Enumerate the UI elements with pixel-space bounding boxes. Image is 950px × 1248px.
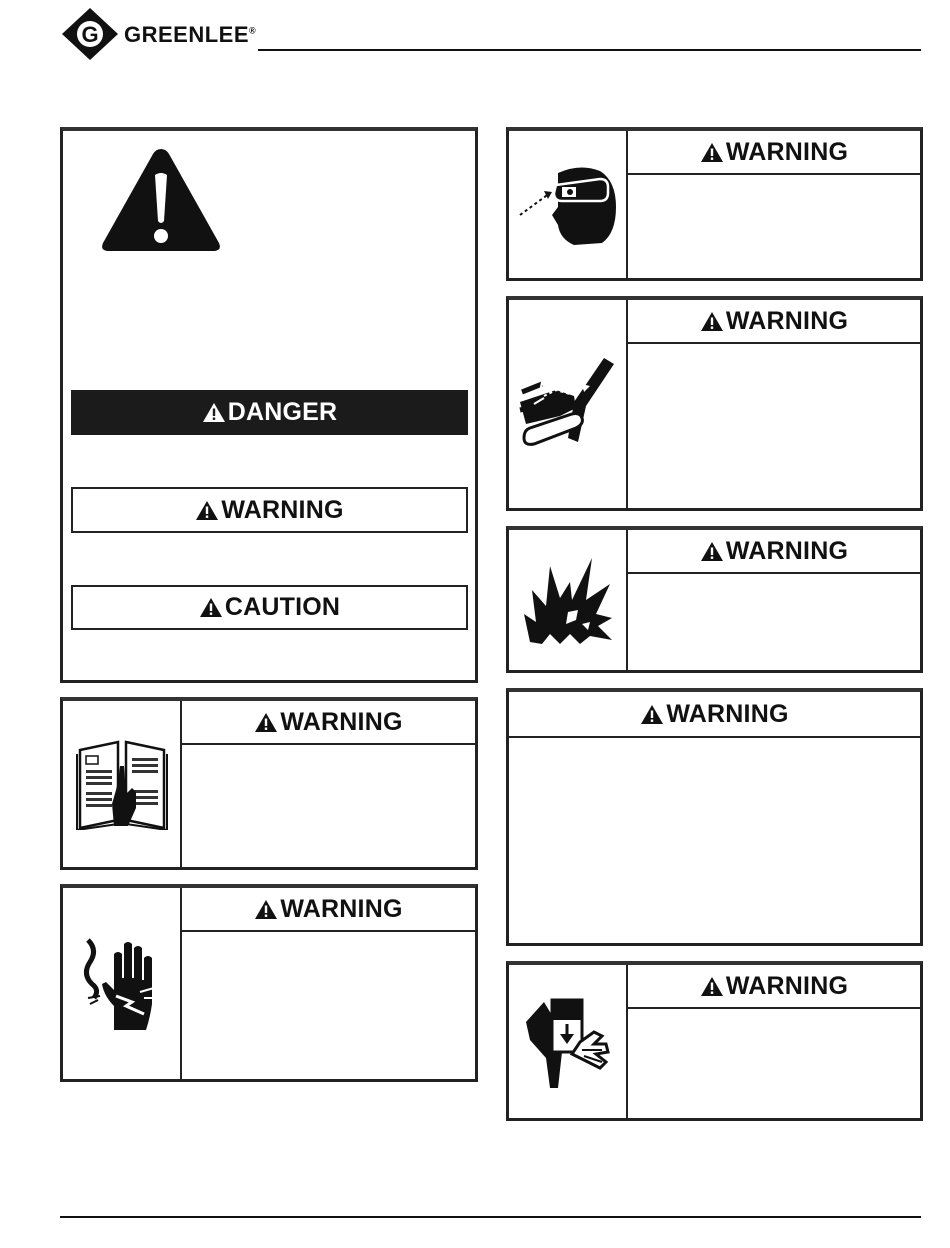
caution-label: CAUTION [224, 593, 341, 621]
read-manual-icon [74, 738, 170, 830]
alert-triangle-icon [254, 712, 278, 733]
alert-triangle-icon [195, 500, 219, 521]
hand-cut-hazard-icon [516, 352, 620, 456]
panel-header [182, 701, 475, 745]
greenlee-g-logo-icon [60, 6, 120, 62]
panel-icon-cell [509, 530, 628, 670]
panel-icon-cell [509, 131, 628, 278]
safety-alert-triangle-icon [98, 145, 224, 255]
panel-signal-word: WARNING [725, 536, 849, 565]
alert-triangle-icon [700, 142, 724, 163]
safety-goggles-icon [516, 163, 620, 247]
warning-panel-cut-hazard [506, 296, 923, 511]
warning-panel-read-manual [60, 697, 478, 870]
panel-header [182, 888, 475, 932]
alert-triangle-icon [199, 597, 223, 618]
warning-signal-bar [71, 487, 468, 533]
alert-triangle-icon [202, 402, 226, 423]
alert-triangle-icon [700, 311, 724, 332]
alert-triangle-icon [700, 541, 724, 562]
panel-signal-word: WARNING [725, 306, 849, 335]
panel-signal-word: WARNING [666, 699, 789, 728]
brand-logo [60, 6, 120, 62]
alert-triangle-icon [254, 899, 278, 920]
header-rule [258, 49, 921, 51]
alert-triangle-icon [700, 976, 724, 997]
warning-panel-pinch-point [506, 961, 923, 1121]
warning-panel-electric-shock [60, 884, 478, 1082]
caution-signal-bar [71, 585, 468, 630]
panel-signal-word: WARNING [725, 971, 849, 1000]
explosion-icon [520, 554, 616, 646]
alert-triangle-icon [640, 704, 664, 725]
footer-rule [60, 1216, 921, 1218]
warning-panel-general [506, 688, 923, 946]
warning-panel-eye-protection [506, 127, 923, 281]
panel-header [628, 131, 920, 175]
warning-label: WARNING [221, 495, 344, 524]
logo-letter: G [81, 22, 99, 47]
panel-signal-word: WARNING [280, 707, 403, 736]
brand-name: GREENLEE® [124, 22, 257, 47]
warning-panel-explosion [506, 526, 923, 673]
panel-header [628, 965, 920, 1009]
pinch-point-hand-icon [522, 992, 614, 1092]
danger-label: DANGER [227, 398, 338, 426]
panel-signal-word: WARNING [280, 894, 403, 923]
panel-signal-word: WARNING [725, 137, 849, 166]
electric-shock-hand-icon [80, 932, 164, 1036]
panel-header [628, 300, 920, 344]
panel-icon-cell [509, 965, 628, 1118]
panel-icon-cell [63, 701, 182, 867]
panel-header [628, 530, 920, 574]
panel-header [509, 692, 920, 738]
danger-signal-bar [71, 390, 468, 435]
panel-icon-cell [509, 300, 628, 508]
hazard-legend-box [60, 127, 478, 683]
panel-icon-cell [63, 888, 182, 1079]
